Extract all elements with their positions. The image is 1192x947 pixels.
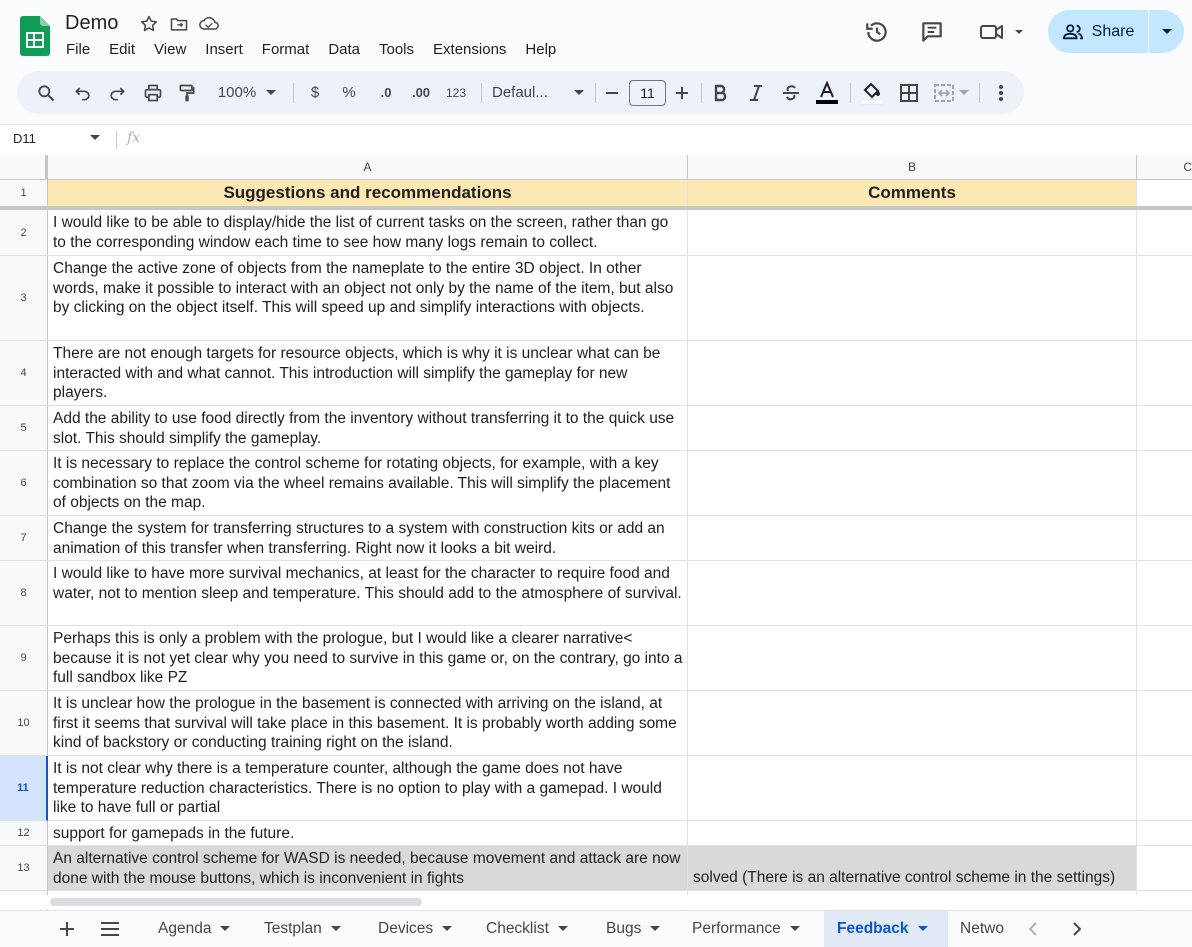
cell-c13[interactable] <box>1137 846 1192 891</box>
document-title[interactable]: Demo <box>65 12 119 34</box>
menu-view[interactable]: View <box>154 41 187 58</box>
cell-a13[interactable]: An alternative control scheme for WASD is needed, because movement and attack are now done with the mouse buttons, which is inconvenient in fights <box>48 846 688 891</box>
all-sheets-menu-icon[interactable] <box>98 911 122 947</box>
row-header[interactable]: 2 <box>0 210 48 256</box>
cell-c8[interactable] <box>1137 561 1192 626</box>
column-header-b[interactable]: B <box>688 155 1137 180</box>
spreadsheet-grid <box>0 155 1192 910</box>
cell-a2[interactable]: I would like to be able to display/hide the list of current tasks on the screen, rather than go to the corresponding window each time to see how many logs remain to collect. <box>48 210 688 256</box>
cell-c10[interactable] <box>1137 691 1192 756</box>
more-formats-button[interactable]: 123 <box>445 85 467 100</box>
sheet-tab-testplan[interactable] <box>252 911 353 947</box>
text-color-icon[interactable] <box>814 71 840 114</box>
tab-dropdown-icon[interactable] <box>790 926 800 932</box>
row-header[interactable]: 4 <box>0 341 48 406</box>
font-dropdown-icon <box>574 90 584 96</box>
bold-icon[interactable] <box>710 71 732 114</box>
row-header[interactable]: 13 <box>0 846 48 891</box>
sheet-tab-label: Feedback <box>837 920 909 937</box>
row-header-selected[interactable]: 11 <box>0 756 48 821</box>
borders-icon[interactable] <box>897 71 921 114</box>
redo-icon[interactable] <box>104 71 130 114</box>
cell-a6[interactable]: It is necessary to replace the control scheme for rotating objects, for example, with a key combination so that zoom via the wheel remains available. This will simplify the placement of objects on the map. <box>48 451 688 516</box>
menu-edit[interactable]: Edit <box>109 41 136 58</box>
row-header[interactable]: 1 <box>0 180 48 207</box>
menu-format[interactable]: Format <box>261 41 310 58</box>
search-menus-icon[interactable] <box>33 71 59 114</box>
decrease-font-size-icon[interactable] <box>602 71 622 114</box>
people-icon <box>1062 23 1084 41</box>
increase-decimal-button[interactable] <box>407 71 435 114</box>
sheet-tab-label: Bugs <box>606 920 642 937</box>
cell-b1[interactable]: Comments <box>688 180 1137 207</box>
cell-c9[interactable] <box>1137 626 1192 691</box>
print-icon[interactable] <box>140 71 166 114</box>
zoom-dropdown-icon <box>266 90 276 96</box>
cell-c4[interactable] <box>1137 341 1192 406</box>
paint-format-icon[interactable] <box>174 71 200 114</box>
menu-data[interactable]: Data <box>328 41 360 58</box>
formula-bar <box>0 124 1192 155</box>
star-icon[interactable] <box>138 13 160 35</box>
horizontal-scrollbar[interactable] <box>0 895 1192 909</box>
cell-b3[interactable] <box>688 256 1137 341</box>
cell-a7[interactable]: Change the system for transferring structures to a system with construction kits or add an animation of this transfer when transferring. Right now it looks a bit weird. <box>48 516 688 561</box>
increase-font-size-icon[interactable] <box>672 71 692 114</box>
sheet-tab-devices[interactable] <box>366 911 464 947</box>
row-header[interactable]: 7 <box>0 516 48 561</box>
column-header-a[interactable]: A <box>48 155 688 180</box>
cell-c7[interactable] <box>1137 516 1192 561</box>
toolbar <box>17 71 1024 114</box>
cell-c11[interactable] <box>1137 756 1192 821</box>
menu-help[interactable]: Help <box>525 41 557 58</box>
cell-b13[interactable]: solved (There is an alternative control scheme in the settings) <box>688 846 1137 891</box>
menu-tools[interactable]: Tools <box>379 41 415 58</box>
cell-c3[interactable] <box>1137 256 1192 341</box>
sheet-tab-agenda[interactable] <box>146 911 242 947</box>
tab-dropdown-icon[interactable] <box>558 926 568 932</box>
cell-a10[interactable]: It is unclear how the prologue in the basement is connected with arriving on the island, at first it seems that survival will take place in this basement. It is probably worth adding some kind of backstory or conducting training right on the island. <box>48 691 688 756</box>
row-header[interactable]: 5 <box>0 406 48 451</box>
cell-a8[interactable]: I would like to have more survival mechanics, at least for the character to require food and water, not to mention sleep and temperature. This should add to the atmosphere of survival. <box>48 561 688 626</box>
cell-a11[interactable]: It is not clear why there is a temperature counter, although the game does not have temperature reduction characteristics. There is no option to play with a gamepad. I would like to have full or partial <box>48 756 688 821</box>
scroll-tabs-left-icon[interactable] <box>1022 911 1044 947</box>
cell-c2[interactable] <box>1137 210 1192 256</box>
menu-extensions[interactable]: Extensions <box>433 41 507 58</box>
sheet-tab-label: Performance <box>692 920 781 937</box>
cell-c1[interactable] <box>1137 180 1192 207</box>
percent-format-button[interactable]: % <box>342 84 356 101</box>
font-size-input[interactable]: 11 <box>629 80 666 106</box>
more-options-icon[interactable] <box>991 71 1011 114</box>
italic-icon[interactable] <box>745 71 767 114</box>
cell-b9[interactable] <box>688 626 1137 691</box>
sheet-tab-performance[interactable] <box>680 911 812 947</box>
meet-video-icon[interactable] <box>975 17 1027 47</box>
cell-c6[interactable] <box>1137 451 1192 516</box>
font-family-value: Defaul... <box>492 84 548 101</box>
share-label: Share <box>1091 22 1135 40</box>
row-header[interactable]: 12 <box>0 821 48 846</box>
sheet-tab-label: Checklist <box>486 920 549 937</box>
cell-b5[interactable] <box>688 406 1137 451</box>
tab-dropdown-icon[interactable] <box>650 926 660 932</box>
row-header[interactable]: 6 <box>0 451 48 516</box>
cell-b10[interactable] <box>688 691 1137 756</box>
cell-b2[interactable] <box>688 210 1137 256</box>
cell-a9[interactable]: Perhaps this is only a problem with the prologue, but I would like a clearer narrative< because it is not yet clear why you need to survive in this game or, on the contrary, go into a full sandbox like PZ <box>48 626 688 691</box>
zoom-value: 100% <box>217 84 257 101</box>
cell-b8[interactable] <box>688 561 1137 626</box>
select-all-corner[interactable] <box>0 155 48 180</box>
cell-b6[interactable] <box>688 451 1137 516</box>
fx-icon: fx <box>127 130 141 146</box>
menu-insert[interactable]: Insert <box>205 41 243 58</box>
tab-dropdown-icon[interactable] <box>331 926 341 932</box>
scroll-tabs-right-icon[interactable] <box>1066 911 1088 947</box>
sheet-tab-label: Devices <box>378 920 434 937</box>
name-box-dropdown-icon[interactable] <box>90 135 100 141</box>
share-dropdown-arrow-icon[interactable] <box>1149 10 1184 53</box>
cell-b11[interactable] <box>688 756 1137 821</box>
cell-b7[interactable] <box>688 516 1137 561</box>
increase-decimal-label: .00 <box>411 85 431 100</box>
cell-c12[interactable] <box>1137 821 1192 846</box>
share-button[interactable] <box>1048 10 1184 53</box>
sheet-tab-label: Netwo <box>960 920 1004 937</box>
sheet-tab-label: Testplan <box>264 920 322 937</box>
share-main[interactable] <box>1048 10 1148 53</box>
fill-color-icon[interactable] <box>859 71 885 114</box>
row-header[interactable]: 10 <box>0 691 48 756</box>
decrease-decimal-label: .0 <box>380 85 392 100</box>
scrollbar-thumb[interactable] <box>50 898 422 906</box>
menu-file[interactable]: File <box>66 41 91 58</box>
cell-a1[interactable]: Suggestions and recommendations <box>48 180 688 207</box>
tab-dropdown-icon[interactable] <box>442 926 452 932</box>
sheet-tab-label: Agenda <box>158 920 212 937</box>
add-sheet-icon[interactable] <box>56 911 78 947</box>
sheet-tab-bugs[interactable] <box>594 911 672 947</box>
comments-icon[interactable] <box>917 17 947 47</box>
cell-a4[interactable]: There are not enough targets for resource objects, which is why it is unclear what can be interacted with and what cannot. This introduction will simplify the gameplay for new players. <box>48 341 688 406</box>
currency-format-button[interactable]: $ <box>310 84 320 101</box>
cell-b12[interactable] <box>688 821 1137 846</box>
sheet-tab-bar <box>0 910 1192 947</box>
tab-dropdown-icon[interactable] <box>918 926 928 932</box>
column-header-c[interactable]: C <box>1137 155 1192 180</box>
row-header[interactable]: 9 <box>0 626 48 691</box>
cell-a3[interactable]: Change the active zone of objects from the nameplate to the entire 3D object. In other words, make it possible to interact with an object not only by the name of the item, but also by clicking on the object itself. This will speed up and simplify interactions with objects. <box>48 256 688 341</box>
top-bar <box>0 0 1192 70</box>
version-history-icon[interactable] <box>862 17 892 47</box>
formula-input[interactable] <box>160 131 1160 149</box>
zoom-select[interactable] <box>212 71 282 114</box>
cell-a12[interactable]: support for gamepads in the future. <box>48 821 688 846</box>
sheet-tab-network[interactable] <box>960 911 1010 947</box>
cell-a5[interactable]: Add the ability to use food directly from the inventory without transferring it to the quick use slot. This should simplify the gameplay. <box>48 406 688 451</box>
sheet-tab-feedback-active[interactable] <box>824 911 948 947</box>
move-folder-icon[interactable] <box>168 13 190 35</box>
cloud-status-icon[interactable] <box>198 13 220 35</box>
menu-bar <box>60 40 569 60</box>
sheets-logo-icon[interactable] <box>20 16 50 56</box>
sheet-tab-checklist[interactable] <box>474 911 580 947</box>
tab-dropdown-icon[interactable] <box>220 926 230 932</box>
undo-icon[interactable] <box>70 71 96 114</box>
strikethrough-icon[interactable] <box>780 71 802 114</box>
cell-c5[interactable] <box>1137 406 1192 451</box>
merge-cells-icon[interactable] <box>932 71 970 114</box>
decrease-decimal-button[interactable] <box>372 71 400 114</box>
font-family-select[interactable] <box>492 71 584 114</box>
row-header[interactable]: 3 <box>0 256 48 341</box>
cell-b4[interactable] <box>688 341 1137 406</box>
row-header[interactable]: 8 <box>0 561 48 626</box>
name-box[interactable]: D11 <box>13 131 36 146</box>
